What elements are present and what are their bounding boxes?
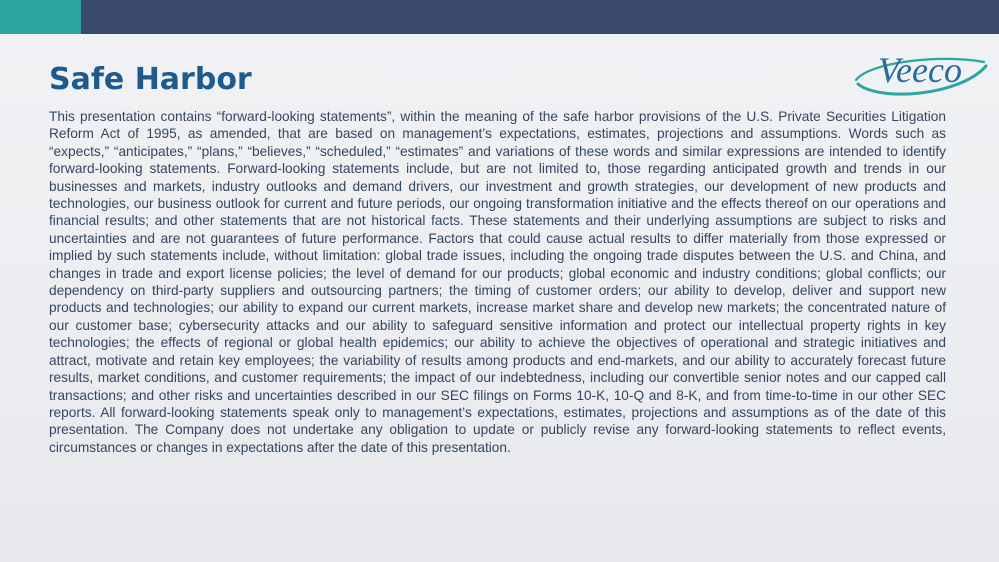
veeco-logo-icon xyxy=(850,44,990,98)
header-accent-block xyxy=(0,0,81,34)
company-logo xyxy=(850,44,990,98)
safe-harbor-statement: This presentation contains “forward-looking statements”, within the meaning of the safe harbor provisions of the U.S. Private Securities Litigation Reform Act of 1995, as amended, that are based on management’s expectations, estimates, projections and assumptions. Words such as “expects,” “anticipates,” “plans,” “believes,” “scheduled,” “estimates” and variations of these words and similar expressions are intended to identify forward-looking statements. Forward-looking statements include, but are not limited to, those regarding anticipated growth and trends in our businesses and markets, industry outlooks and demand drivers, our investment and growth strategies, our development of new products and technologies, our business outlook for current and future periods, our ongoing transformation initiative and the effects thereof on our operations and financial results; and other statements that are not historical facts. These statements and their underlying assumptions are subject to risks and uncertainties and are not guarantees of future performance. Factors that could cause actual results to differ materially from those expressed or implied by such statements include, without limitation: global trade issues, including the ongoing trade disputes between the U.S. and China, and changes in trade and export license policies; the level of demand for our products; global economic and industry conditions; global conflicts; our dependency on third-party suppliers and outsourcing partners; the timing of customer orders; our ability to develop, deliver and support new products and technologies; our ability to expand our current markets, increase market share and develop new markets; the concentrated nature of our customer base; cybersecurity attacks and our ability to safeguard sensitive information and protect our intellectual property rights in key technologies; the effects of regional or global health epidemics; our ability to achieve the objectives of operational and strategic initiatives and attract, motivate and retain key employees; the variability of results among products and end-markets, and our ability to accurately forecast future results, market conditions, and customer requirements; the impact of our indebtedness, including our convertible senior notes and our capped call transactions; and other risks and uncertainties described in our SEC filings on Forms 10-K, 10-Q and 8-K, and from time-to-time in our other SEC reports. All forward-looking statements speak only to management’s expectations, estimates, projections and assumptions as of the date of this presentation. The Company does not undertake any obligation to update or publicly revise any forward-looking statements to reflect events, circumstances or changes in expectations after the date of this presentation. xyxy=(49,109,946,455)
logo-wordmark: Veeco xyxy=(878,50,962,90)
slide-title: Safe Harbor xyxy=(49,62,252,97)
header-bar xyxy=(0,0,999,34)
